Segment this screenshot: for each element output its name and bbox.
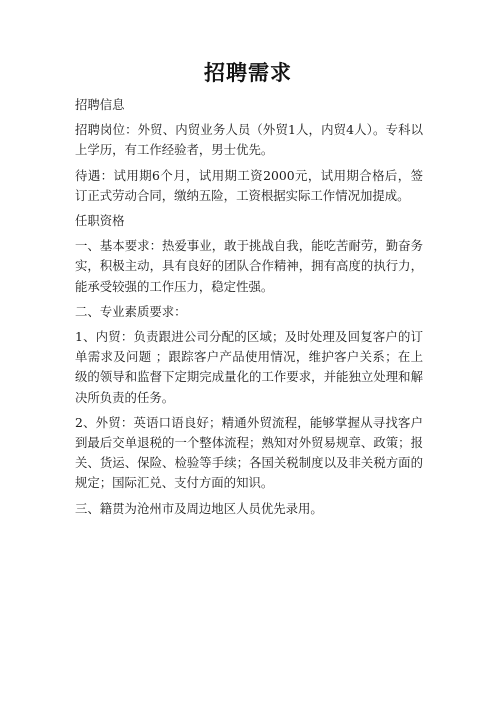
document-body: [75, 95, 423, 524]
paragraph-compensation: 待遇：试用期6个月，试用期工资2000元，试用期合格后，签订正式劳动合同，缴纳五险，工资根据实际工作情况加提成。: [75, 167, 423, 203]
paragraph-positions: 招聘岗位：外贸、内贸业务人员（外贸1人，内贸4人）。专科以上学历，有工作经验者，男士优先。: [75, 122, 423, 158]
paragraph-basic-requirements: 一、基本要求：热爱事业，敢于挑战自我，能吃苦耐劳，勤奋务实，积极主动，具有良好的团队合作精神，拥有高度的执行力，能承受较强的工作压力，稳定性强。: [75, 238, 423, 294]
document-title: 招聘需求: [204, 61, 292, 85]
paragraph-professional-heading: 二、专业素质要求：: [75, 303, 187, 319]
paragraph-domestic-trade: 1、内贸：负责跟进公司分配的区域；及时处理及回复客户的订单需求及问题 ；跟踪客户产品使用情况，维护客户关系；在上级的领导和监督下定期完成量化的工作要求，并能独立处理和解决所负责的任务。: [75, 329, 423, 405]
paragraph-residency-preference: 三、籍贯为沧州市及周边地区人员优先录用。: [75, 500, 323, 516]
section-heading-recruitment-info: 招聘信息: [75, 97, 125, 112]
section-heading-qualifications: 任职资格: [75, 213, 125, 229]
paragraph-foreign-trade: 2、外贸：英语口语良好；精通外贸流程，能够掌握从寻找客户到最后交单退税的一个整体流程；熟知对外贸易规章、政策；报关、货运、保险、检验等手续；各国关税制度以及非关税方面的规定；国际汇兑、支付方面的知识。: [75, 414, 423, 491]
